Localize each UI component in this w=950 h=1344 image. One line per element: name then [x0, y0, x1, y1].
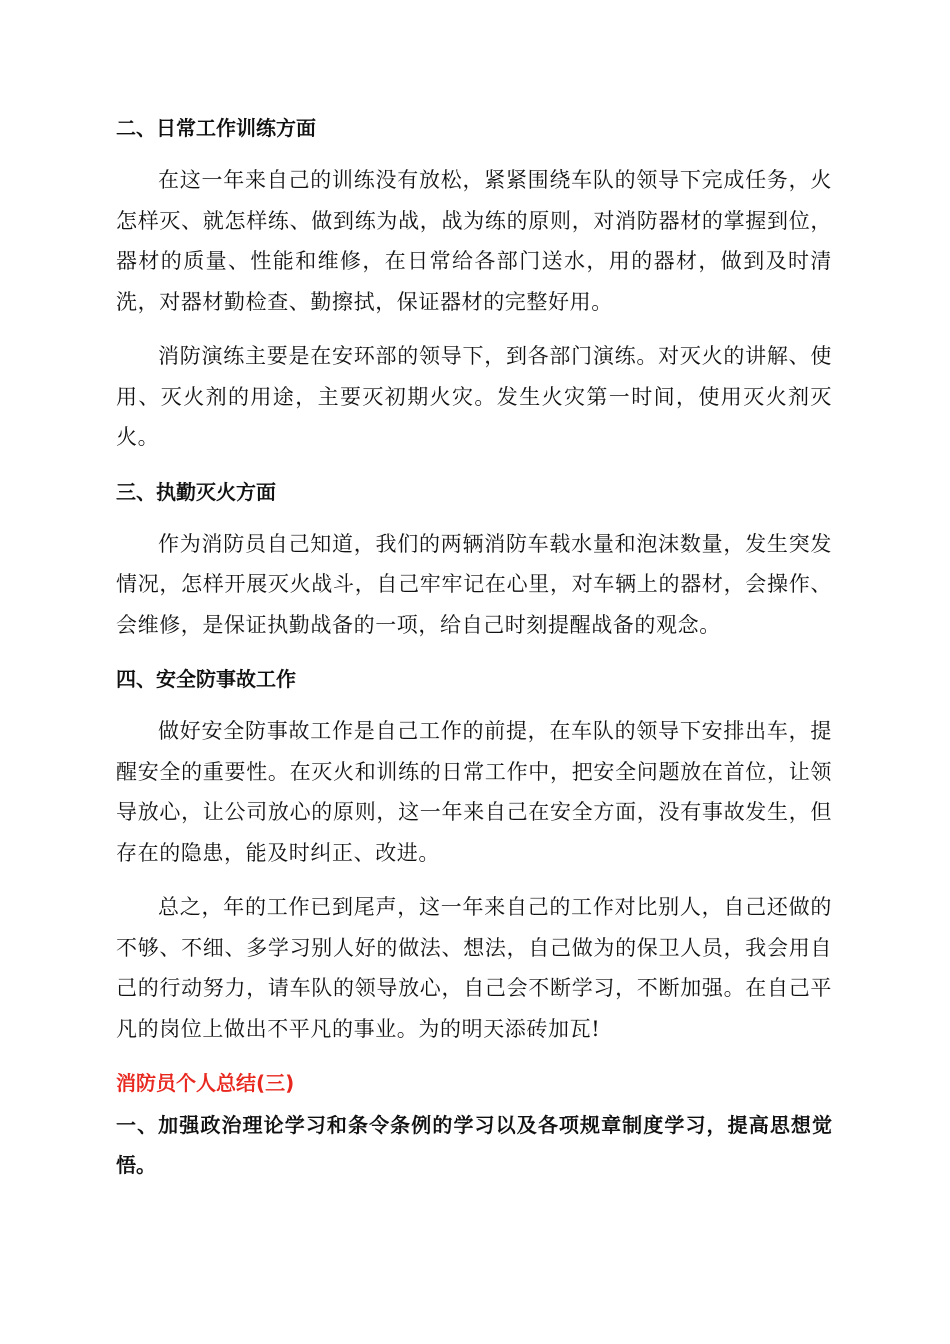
document-title-red: 消防员个人总结(三) [116, 1071, 295, 1095]
paragraph-training: 在这一年来自己的训练没有放松，紧紧围绕车队的领导下完成任务，火怎样灭、就怎样练、做到练为战，战为练的原则，对消防器材的掌握到位，器材的质量、性能和维修，在日常给各部门送水，用的器材，做到及时清洗，对器材勤检查、勤擦拭，保证器材的完整好用。 [116, 168, 832, 314]
paragraph-summary: 总之，年的工作已到尾声，这一年来自己的工作对比别人，自己还做的不够、不细、多学习别人好的做法、想法，自己做为的保卫人员，我会用自己的行动努力，请车队的领导放心，自己会不断学习，不断加强。在自己平凡的岗位上做出不平凡的事业。为的明天添砖加瓦! [116, 895, 832, 1041]
section-heading-safety: 四、安全防事故工作 [116, 667, 296, 691]
section-heading-firefighting-duty: 三、执勤灭火方面 [116, 479, 276, 504]
paragraph-duty: 作为消防员自己知道，我们的两辆消防车载水量和泡沫数量，发生突发情况，怎样开展灭火战斗，自己牢牢记在心里，对车辆上的器材，会操作、会维修，是保证执勤战备的一项，给自己时刻提醒战备的观念。 [116, 531, 832, 637]
section-heading-daily-training: 二、日常工作训练方面 [116, 116, 316, 140]
paragraph-safety: 做好安全防事故工作是自己工作的前提，在车队的领导下安排出车，提醒安全的重要性。在灭火和训练的日常工作中，把安全问题放在首位，让领导放心，让公司放心的原则，这一年来自己在安全方面，没有事故发生，但存在的隐患，能及时纠正、改进。 [116, 719, 832, 865]
section-heading-political-study: 一、加强政治理论学习和条令条例的学习以及各项规章制度学习，提高思想觉悟。 [116, 1113, 832, 1177]
paragraph-drill: 消防演练主要是在安环部的领导下，到各部门演练。对灭火的讲解、使用、灭火剂的用途，主要灭初期火灾。发生火灾第一时间，使用灭火剂灭火。 [116, 344, 832, 449]
document-page [116, 108, 832, 1185]
